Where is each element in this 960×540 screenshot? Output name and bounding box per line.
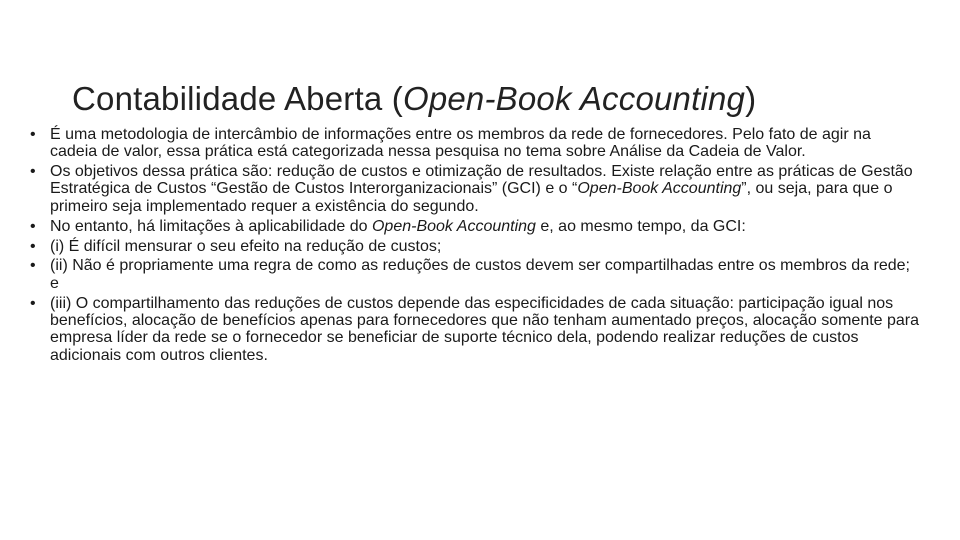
bullet-text: É uma metodologia de intercâmbio de informações entre os membros da rede de fornecedores. Pelo fato de agir na cadeia de valor, essa prática está categorizada nessa pesquisa no tema sobre Análise da Cadeia de Valor. xyxy=(50,126,871,161)
bullet-text-part2: e, ao mesmo tempo, da GCI: xyxy=(535,217,746,235)
bullet-dot-icon: • xyxy=(30,163,36,181)
title-prefix: Contabilidade Aberta ( xyxy=(72,80,403,118)
bullet-item-2 xyxy=(30,163,922,215)
bullet-dot-icon: • xyxy=(30,217,36,235)
bullet-dot-icon: • xyxy=(30,294,36,312)
bullet-text: (iii) O compartilhamento das reduções de custos depende das especificidades de cada situação: participação igual nos benefícios, alocação de benefícios apenas para fornecedores que não tenham aumentado preços, alocação somente para empresa líder da rede se o fornecedor se beneficiar de suporte técnico dela, podendo realizar reduções de custos adicionais com outros clientes. xyxy=(50,294,920,364)
bullet-dot-icon: • xyxy=(30,126,36,143)
bullet-text-part2: ”, ou seja, para que o primeiro seja implementado requer a existência do segundo. xyxy=(50,180,893,215)
slide-title xyxy=(72,80,892,118)
bullet-text: (ii) Não é propriamente uma regra de como as reduções de custos devem ser compartilhadas entre os membros da rede; e xyxy=(50,257,910,292)
bullet-text-italic: Open-Book Accounting xyxy=(371,217,536,235)
bullet-list xyxy=(30,126,922,366)
bullet-text-part1: Os objetivos dessa prática são: redução de custos e otimização de resultados. Existe relação entre as práticas de Gestão Estratégica de Custos “Gestão de Custos Interorganizacionais” (GCI) e o “ xyxy=(50,163,913,198)
bullet-text-part1: No entanto, há limitações à aplicabilidade do xyxy=(50,217,372,235)
bullet-text: (i) É difícil mensurar o seu efeito na redução de custos; xyxy=(50,237,442,255)
bullet-text-italic: Open-Book Accounting xyxy=(577,180,742,198)
bullet-item-5 xyxy=(30,257,922,292)
title-italic: Open-Book Accounting xyxy=(402,80,746,118)
bullet-item-4 xyxy=(30,238,922,255)
bullet-item-3 xyxy=(30,218,922,235)
title-suffix: ) xyxy=(745,80,757,118)
bullet-item-1 xyxy=(30,126,922,161)
bullet-item-6 xyxy=(30,295,922,364)
bullet-dot-icon: • xyxy=(30,257,36,275)
bullet-dot-icon: • xyxy=(30,237,36,255)
